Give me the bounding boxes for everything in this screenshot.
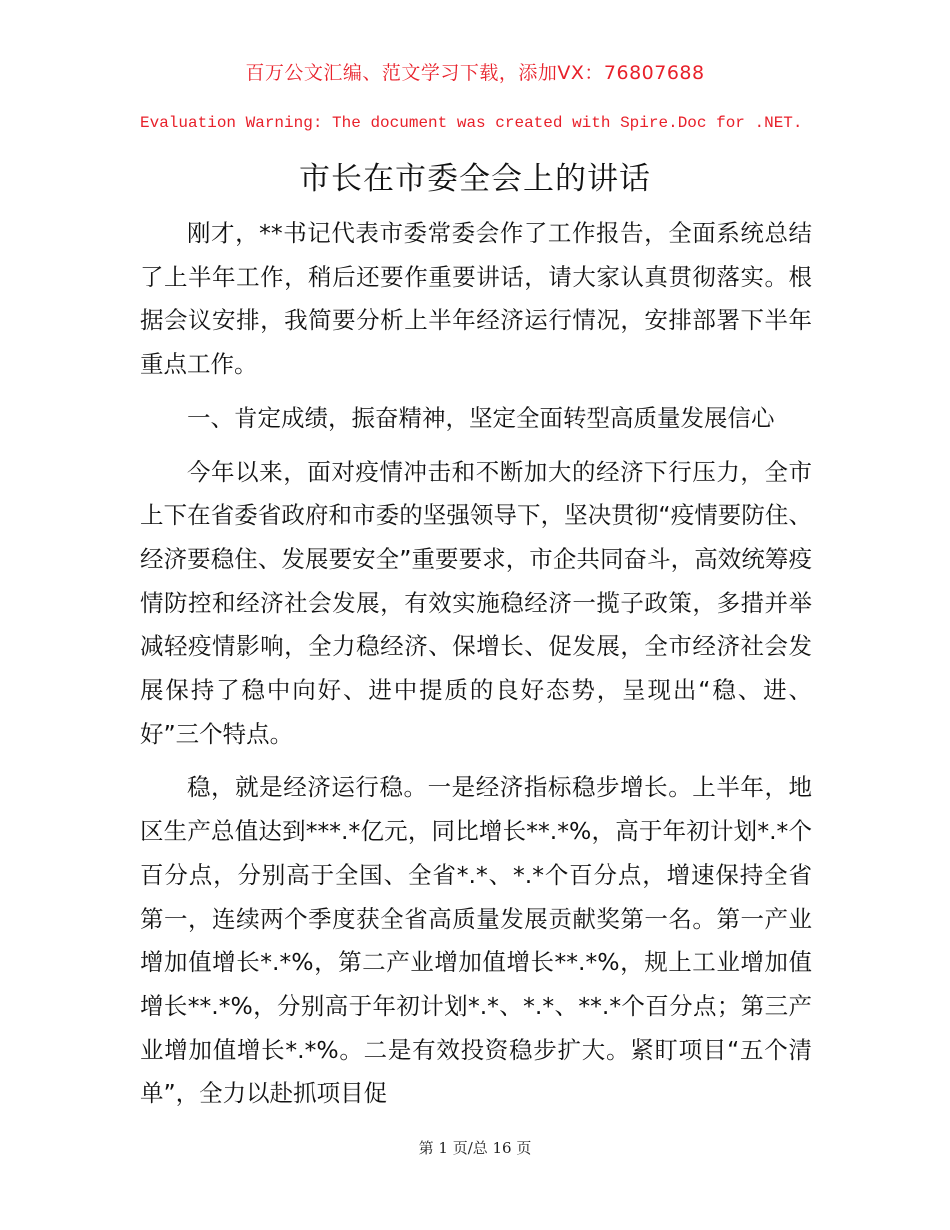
promo-banner: 百万公文汇编、范文学习下载，添加VX：76807688 <box>245 62 705 84</box>
document-title: 市长在市委全会上的讲话 <box>299 161 651 197</box>
page-number: 第 1 页/总 16 页 <box>418 1139 532 1157</box>
document-body <box>140 212 812 1126</box>
paragraph-overview: 今年以来，面对疫情冲击和不断加大的经济下行压力，全市上下在省委省政府和市委的坚强领导下，坚决贯彻“疫情要防住、经济要稳住、发展要安全”重要要求，市企共同奋斗，高效统筹疫情防控和经济社会发展，有效实施稳经济一揽子政策，多措并举减轻疫情影响，全力稳经济、保增长、促发展，全市经济社会发展保持了稳中向好、进中提质的良好态势，呈现出“稳、进、好”三个特点。 <box>140 457 812 748</box>
evaluation-warning: Evaluation Warning: The document was created with Spire.Doc for .NET. <box>140 114 803 132</box>
paragraph-stability: 稳，就是经济运行稳。一是经济指标稳步增长。上半年，地区生产总值达到***.*亿元，同比增长**.*%，高于年初计划*.*个百分点，分别高于全国、全省*.*、*.*个百分点，增速保持全省第一，连续两个季度获全省高质量发展贡献奖第一名。第一产业增加值增长*.*%，第二产业增加值增长**.*%，规上工业增加值增长**.*%，分别高于年初计划*.*、*.*、**.*个百分点；第三产业增加值增长*.*%。二是有效投资稳步扩大。紧盯项目“五个清单”，全力以赴抓项目促 <box>140 773 812 1108</box>
section-heading: 一、肯定成绩，振奋精神，坚定全面转型高质量发展信心 <box>187 403 775 432</box>
paragraph-intro: 刚才，**书记代表市委常委会作了工作报告，全面系统总结了上半年工作，稍后还要作重要讲话，请大家认真贯彻落实。根据会议安排，我简要分析上半年经济运行情况，安排部署下半年重点工作。 <box>140 219 812 379</box>
